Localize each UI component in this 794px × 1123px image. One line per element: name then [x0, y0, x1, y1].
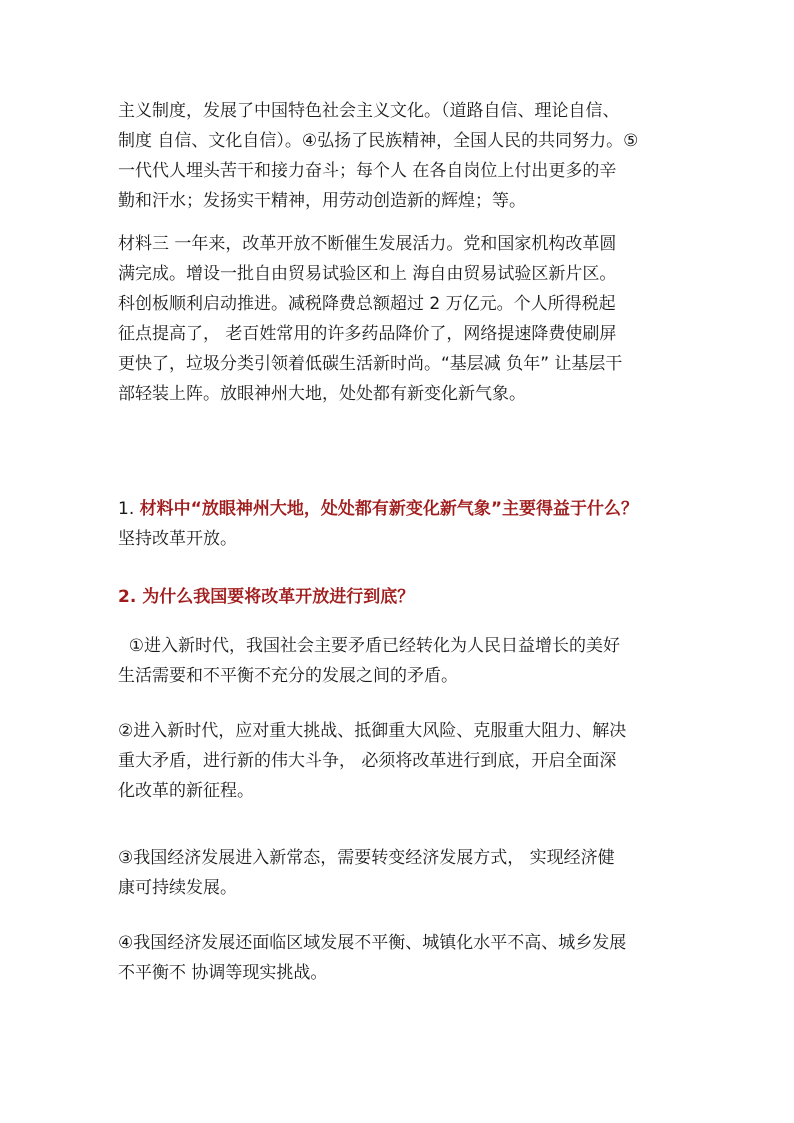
text-line: 制度 自信、文化自信）。④弘扬了民族精神，全国人民的共同努力。⑤	[118, 131, 639, 151]
question-one-answer: 坚持改革开放。	[118, 529, 237, 549]
question-two-heading: 2. 为什么我国要将改革开放进行到底？	[118, 587, 415, 607]
answer-one	[118, 631, 684, 691]
material-three-paragraph	[118, 229, 684, 409]
text-line: 部轻装上阵。放眼神州大地，处处都有新变化新气象。	[118, 384, 526, 404]
text-line: ②进入新时代，应对重大挑战、抵御重大风险、克服重大阻力、解决	[118, 721, 627, 741]
text-line: 康可持续发展。	[118, 878, 237, 898]
text-line: 主义制度，发展了中国特色社会主义文化。（道路自信、理论自信、	[118, 101, 620, 121]
question-one-heading	[118, 494, 684, 524]
text-line: 勤和汗水；发扬实干精神，用劳动创造新的辉煌；等。	[118, 191, 526, 211]
answer-two	[118, 716, 684, 806]
text-line: 科创板顺利启动推进。减税降费总额超过 2 万亿元。个人所得税起	[118, 294, 616, 314]
text-line: ④我国经济发展还面临区域发展不平衡、城镇化水平不高、城乡发展	[118, 933, 627, 953]
text-line: 征点提高了， 老百姓常用的许多药品降价了，网络提速降费使刷屏	[118, 324, 617, 344]
question-one-text: 材料中“放眼神州大地，处处都有新变化新气象”主要得益于什么？	[139, 499, 638, 519]
text-line: 重大矛盾，进行新的伟大斗争， 必须将改革进行到底，开启全面深	[118, 751, 617, 771]
answer-four	[118, 928, 684, 988]
text-line: ③我国经济发展进入新常态，需要转变经济发展方式， 实现经济健	[118, 848, 615, 868]
question-one	[118, 494, 684, 554]
text-line: ①进入新时代，我国社会主要矛盾已经转化为人民日益增长的美好	[118, 636, 621, 656]
answer-three	[118, 843, 684, 903]
text-line: 生活需要和不平衡不充分的发展之间的矛盾。	[118, 666, 458, 686]
text-line: 不平衡不 协调等现实挑战。	[118, 963, 328, 983]
text-line: 一代代人埋头苦干和接力奋斗；每个人 在各自岗位上付出更多的辛	[118, 161, 617, 181]
text-line: 更快了，垃圾分类引领着低碳生活新时尚。“基层减 负年” 让基层干	[118, 354, 623, 374]
question-two	[118, 582, 684, 612]
text-line: 化改革的新征程。	[118, 781, 254, 801]
text-line: 满完成。增设一批自由贸易试验区和上 海自由贸易试验区新片区。	[118, 264, 617, 284]
question-one-number: 1.	[118, 499, 135, 519]
text-line: 材料三 一年来，改革开放不断催生发展活力。党和国家机构改革圆	[118, 234, 617, 254]
intro-paragraph	[118, 96, 684, 216]
